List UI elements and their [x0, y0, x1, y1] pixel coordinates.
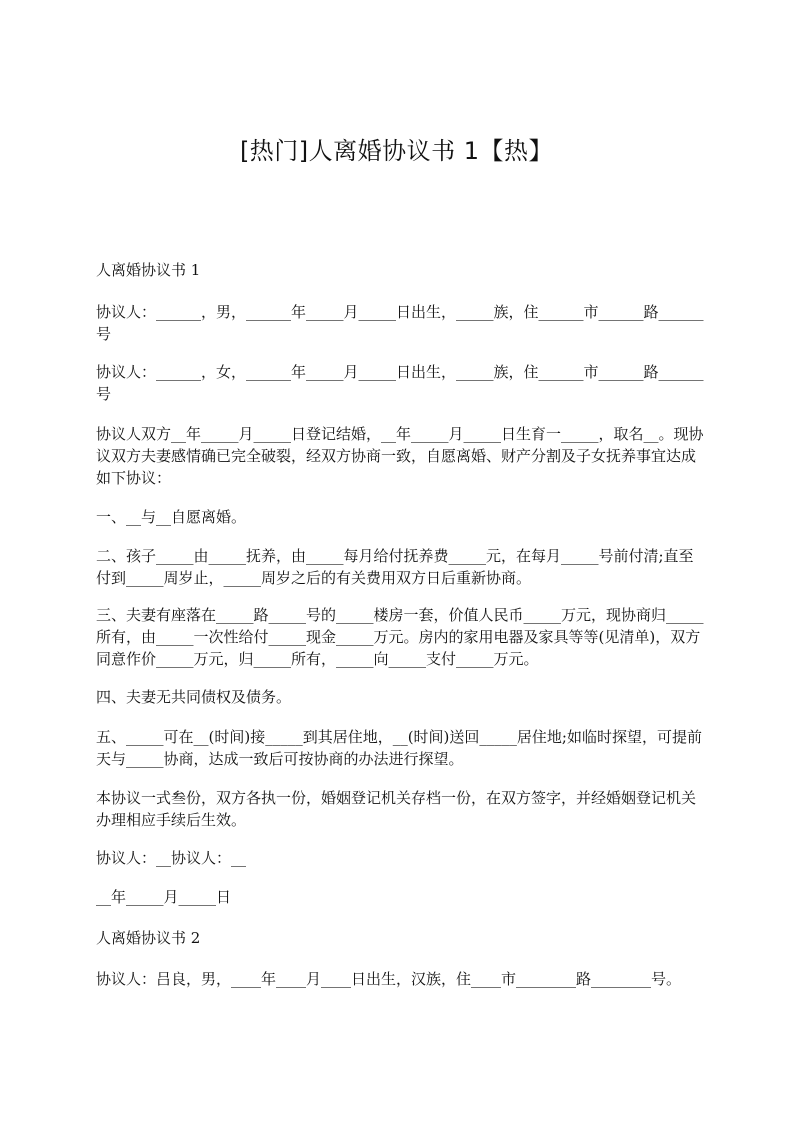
- signature-line: 协议人：__协议人：__: [96, 849, 247, 867]
- clause-2: 二、孩子_____由_____抚养，由_____每月给付抚养费_____元，在每月_____号前付清;直至付到_____周岁止，_____周岁之后的有关费用双方日后重新协商。: [96, 547, 694, 587]
- clause-3: 三、夫妻有座落在_____路_____号的_____楼房一套，价值人民币_____万元，现协商归_____所有，由_____一次性给付_____现金_____万元。房内的家用电器及家具等等(见清单)，双方同意作价_____万元，归_____所有，_____向_____支付_____万元。: [96, 606, 704, 668]
- effect-paragraph: 本协议一式叁份，双方各执一份，婚姻登记机关存档一份，在双方签字，并经婚姻登记机关办理相应手续后生效。: [96, 789, 697, 829]
- document-title: [热门]人离婚协议书 1【热】: [239, 137, 554, 165]
- party-paragraph-2: 协议人：吕良，男，____年____月____日出生，汉族，住____市________路________号。: [96, 970, 682, 988]
- date-line: __年_____月_____日: [96, 888, 232, 906]
- clause-1: 一、__与__自愿离婚。: [96, 508, 247, 526]
- section-heading-2: 人离婚协议书 2: [96, 929, 201, 947]
- party-paragraph-male: 协议人：______，男，______年_____月_____日出生，_____族，住______市______路______号: [96, 303, 704, 343]
- section-heading-1: 人离婚协议书 1: [96, 261, 201, 279]
- marriage-paragraph: 协议人双方__年_____月_____日登记结婚，__年_____月_____日生育一_____，取名__。现协议双方夫妻感情确已完全破裂，经双方协商一致，自愿离婚、财产分割及子女抚养事宜达成如下协议：: [96, 425, 704, 487]
- clause-5: 五、_____可在__(时间)接_____到其居住地，__(时间)送回_____居住地;如临时探望，可提前天与_____协商，达成一致后可按协商的办法进行探望。: [96, 728, 702, 768]
- party-paragraph-female: 协议人：______，女，______年_____月_____日出生，_____族，住______市______路______号: [96, 363, 704, 403]
- clause-4: 四、夫妻无共同债权及债务。: [96, 688, 292, 706]
